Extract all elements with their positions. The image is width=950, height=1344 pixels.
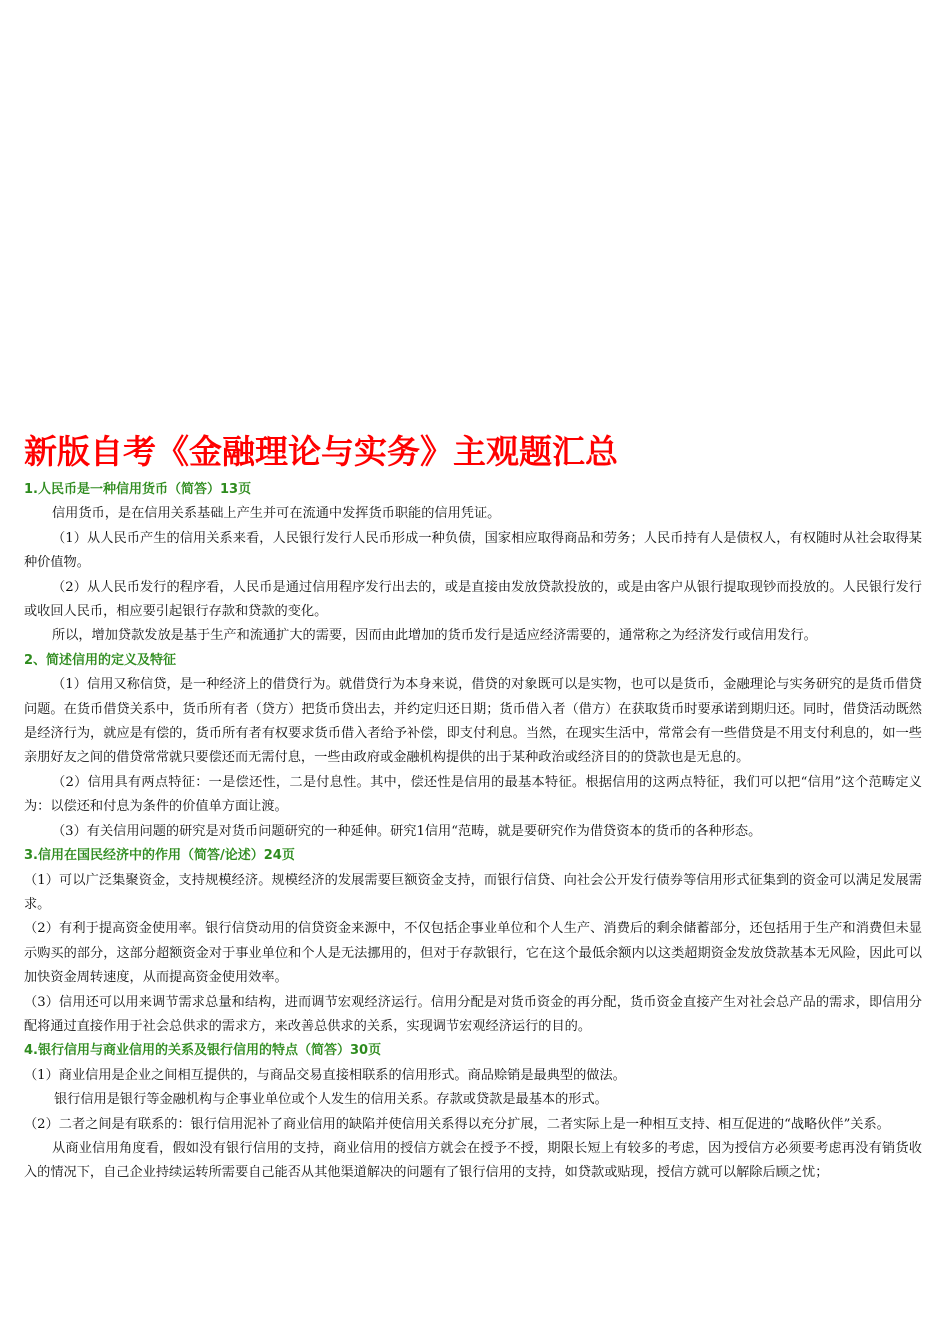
paragraph: （1）从人民币产生的信用关系来看，人民银行发行人民币形成一种负债，国家相应取得商品和劳务；人民币持有人是债权人，有权随时从社会取得某种价值物。 <box>24 530 922 571</box>
paragraph: 所以，增加贷款发放是基于生产和流通扩大的需要，因而由此增加的货币发行是适应经济需要的，通常称之为经济发行或信用发行。 <box>52 628 817 644</box>
paragraph: 从商业信用角度看，假如没有银行信用的支持，商业信用的授信方就会在授予不授，期限长短上有较多的考虑，因为授信方必须要考虑再没有销货收入的情况下，自己企业持续运转所需要自己能否从其他渠道解决的问题有了银行信用的支持，如贷款或贴现，授信方就可以解除后顾之忧； <box>24 1140 922 1181</box>
paragraph: （2）二者之间是有联系的：银行信用泥补了商业信用的缺陷并使信用关系得以充分扩展，二者实际上是一种相互支持、相互促进的“战略伙伴”关系。 <box>24 1116 890 1132</box>
paragraph: 银行信用是银行等金融机构与企事业单位或个人发生的信用关系。存款或贷款是最基本的形式。 <box>54 1092 608 1108</box>
document-title: 新版自考《金融理论与实务》主观题汇总 <box>24 432 618 471</box>
paragraph: 信用货币，是在信用关系基础上产生并可在流通中发挥货币职能的信用凭证。 <box>52 506 501 522</box>
section-heading: 3.信用在国民经济中的作用（简答/论述）24页 <box>24 848 295 864</box>
section-3 <box>24 844 922 1039</box>
section-heading: 4.银行信用与商业信用的关系及银行信用的特点（简答）30页 <box>24 1043 382 1059</box>
section-4 <box>24 1039 922 1185</box>
paragraph: （1）商业信用是企业之间相互提供的，与商品交易直接相联系的信用形式。商品赊销是最典型的做法。 <box>24 1067 626 1083</box>
section-1 <box>24 478 922 649</box>
paragraph: （2）有利于提高资金使用率。银行信贷动用的信贷资金来源中，不仅包括企事业单位和个人生产、消费后的剩余储蓄部分，还包括用于生产和消费但未显示购买的部分，这部分超额资金对于事业单位和个人是无法挪用的，但对于存款银行，它在这个最低余额内以这类超期资金发放贷款基本无风险，因此可以加快资金周转速度，从而提高资金使用效率。 <box>24 921 922 986</box>
paragraph: （3）有关信用问题的研究是对货币问题研究的一种延伸。研究1信用“范畴，就是要研究作为借贷资本的货币的各种形态。 <box>52 823 762 839</box>
section-heading: 2、简述信用的定义及特征 <box>24 652 177 668</box>
paragraph: （2）从人民币发行的程序看，人民币是通过信用程序发行出去的，或是直接由发放贷款投放的，或是由客户从银行提取现钞而投放的。人民银行发行或收回人民币，相应要引起银行存款和贷款的变化。 <box>24 579 922 620</box>
paragraph: （2）信用具有两点特征：一是偿还性，二是付息性。其中，偿还性是信用的最基本特征。根据信用的这两点特征，我们可以把“信用”这个范畴定义为：以偿还和付息为条件的价值单方面让渡。 <box>24 774 922 815</box>
paragraph: （3）信用还可以用来调节需求总量和结构，进而调节宏观经济运行。信用分配是对货币资金的再分配，货币资金直接产生对社会总产品的需求，即信用分配将通过直接作用于社会总供求的需求方，来改善总供求的关系，实现调节宏观经济运行的目的。 <box>24 994 922 1034</box>
document-page <box>24 426 922 1186</box>
paragraph: （1）信用又称信贷，是一种经济上的借贷行为。就借贷行为本身来说，借贷的对象既可以是实物，也可以是货币，金融理论与实务研究的是货币借贷问题。在货币借贷关系中，货币所有者（贷方）把货币贷出去，并约定归还日期；货币借入者（借方）在获取货币时要承诺到期归还。同时，借贷活动既然是经济行为，就应是有偿的，货币所有者有权要求货币借入者给予补偿，即支付利息。当然，在现实生活中，常常会有一些借贷是不用支付利息的，如一些亲朋好友之间的借贷常常就只要偿还而无需付息，一些由政府或金融机构提供的出于某种政治或经济目的的贷款也是无息的。 <box>24 677 922 766</box>
section-2 <box>24 649 922 844</box>
paragraph: （1）可以广泛集聚资金，支持规模经济。规模经济的发展需要巨额资金支持，而银行信贷、向社会公开发行债券等信用形式征集到的资金可以满足发展需求。 <box>24 872 922 912</box>
section-heading: 1.人民币是一种信用货币（简答）13页 <box>24 482 252 497</box>
